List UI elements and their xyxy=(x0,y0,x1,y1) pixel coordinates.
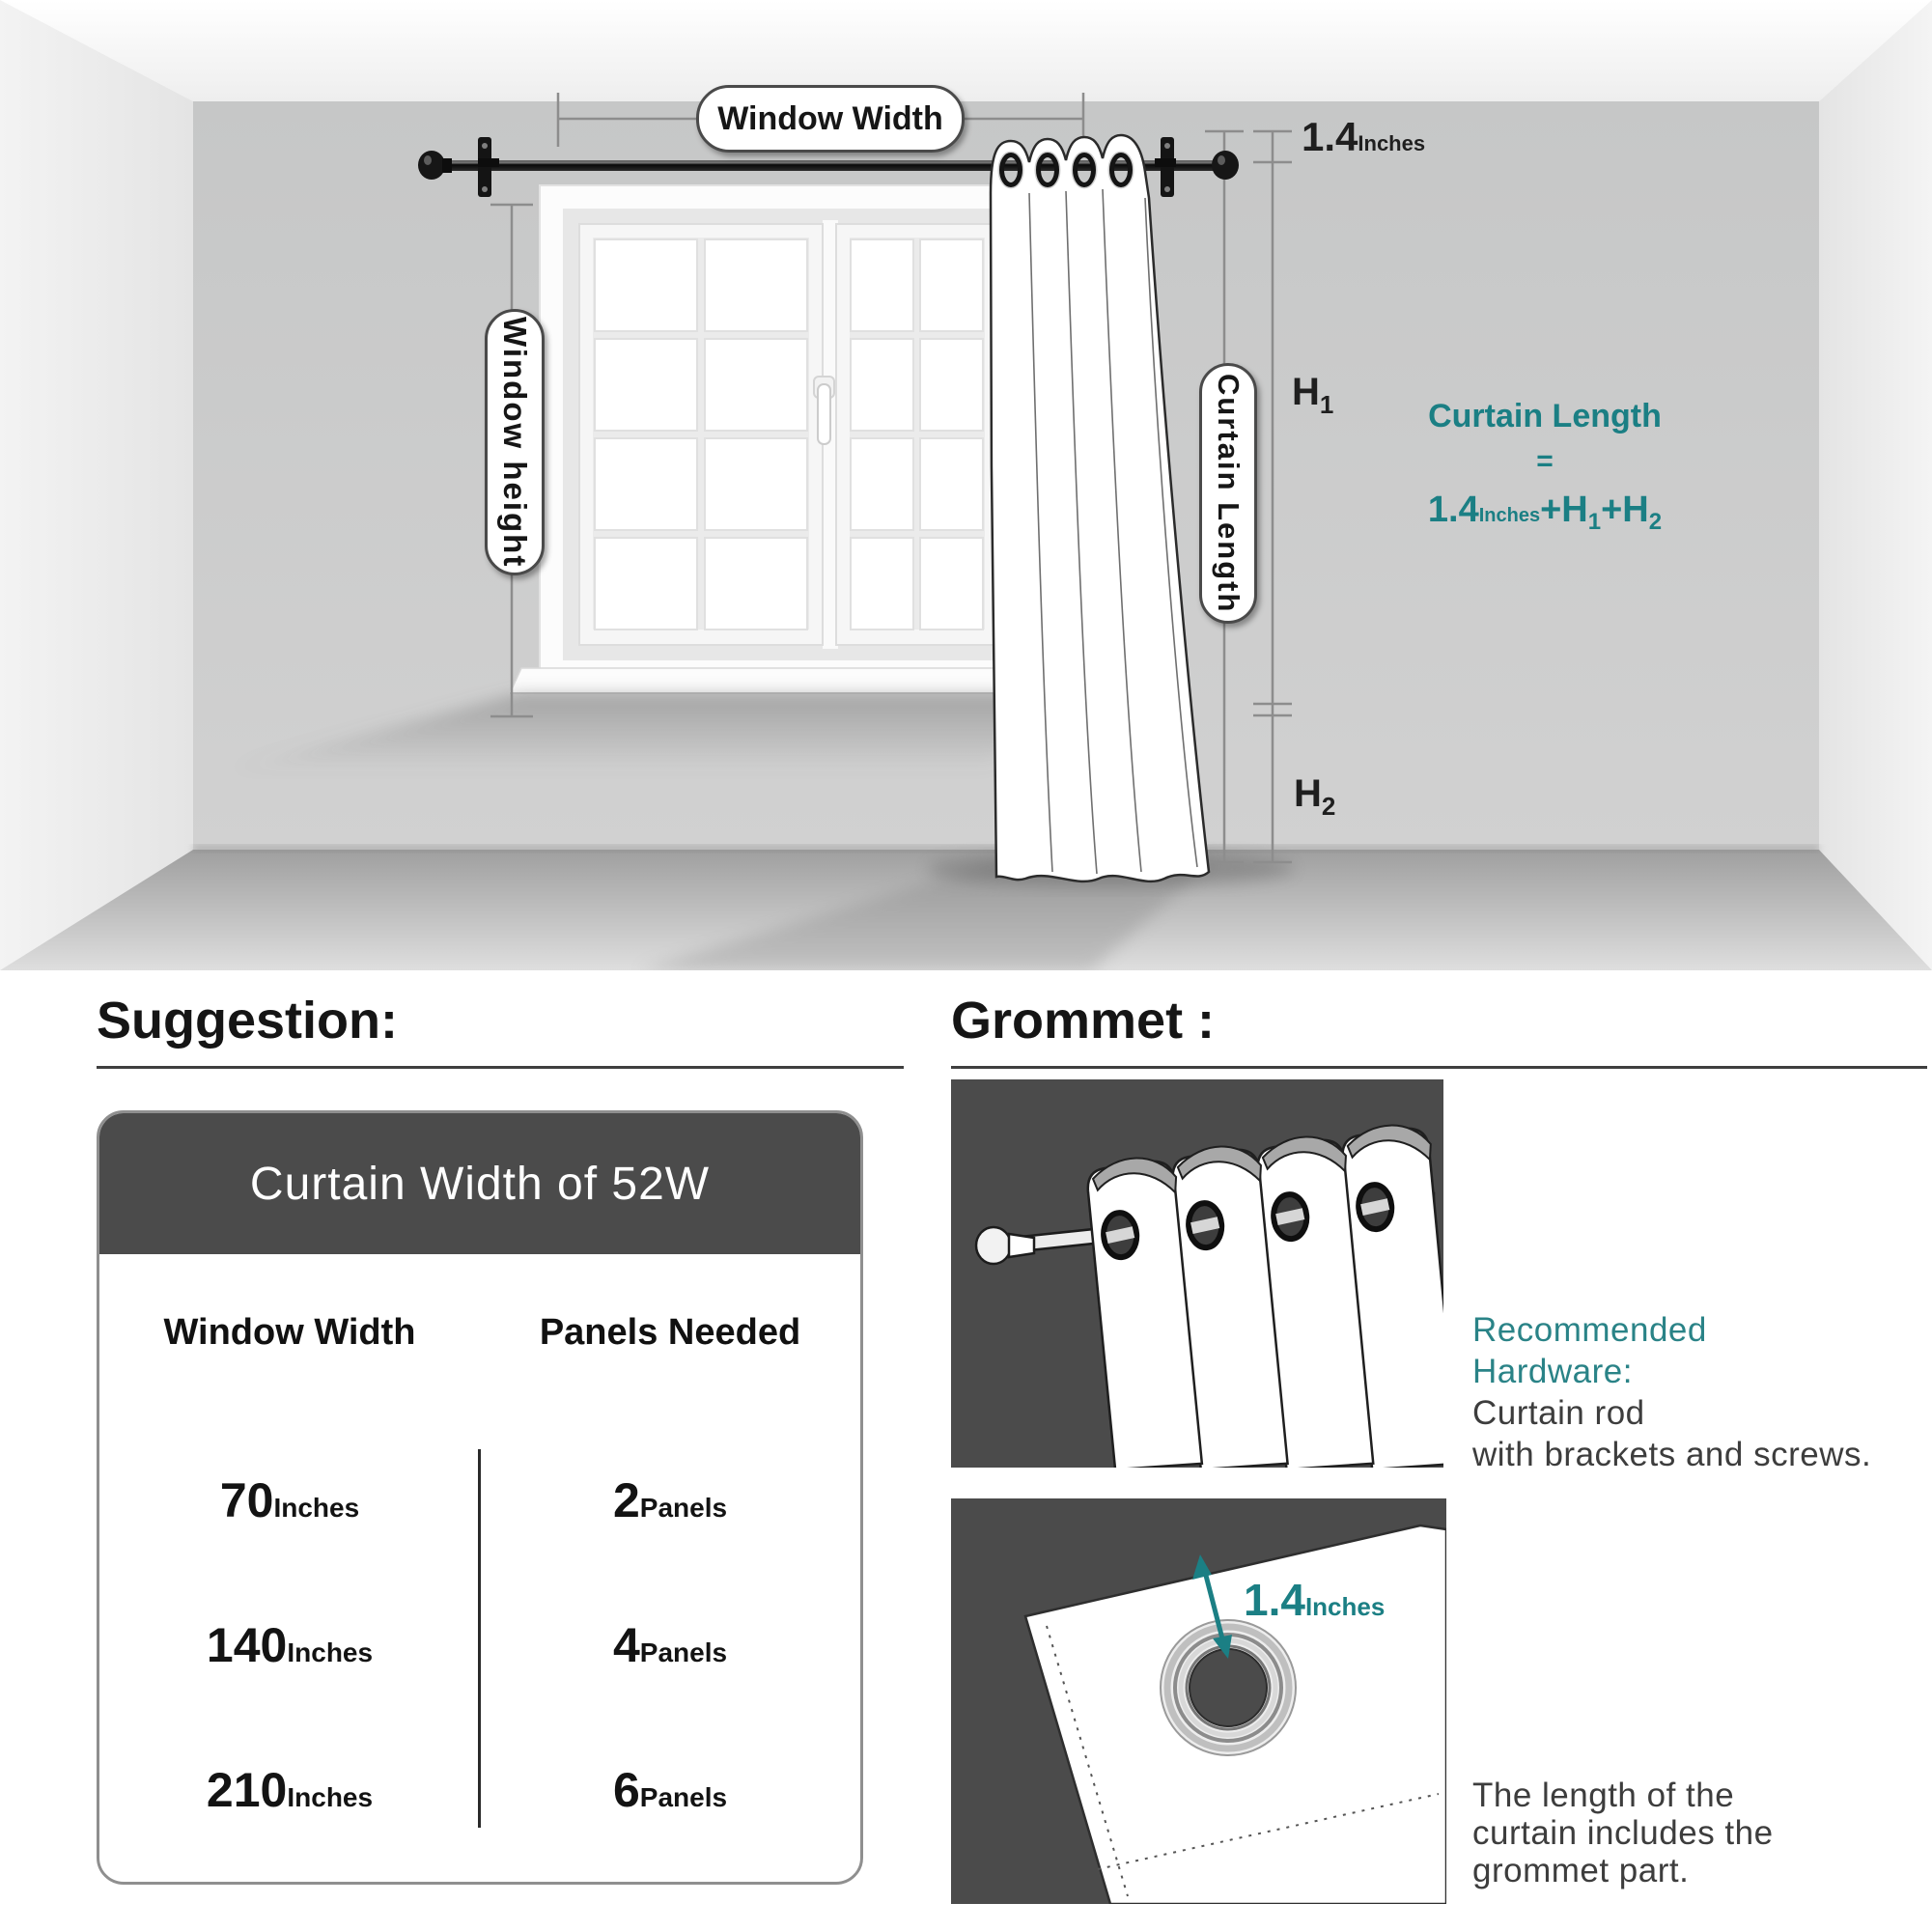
suggestion-heading: Suggestion: xyxy=(97,992,398,1049)
window-handle xyxy=(814,377,834,444)
suggestion-table-title: Curtain Width of 52W xyxy=(249,1158,711,1210)
hardware-note: Recommended Hardware: Curtain rod with brackets and screws. xyxy=(1472,1311,1872,1473)
grommet-rod-illustration xyxy=(951,1079,1443,1468)
formula-title: Curtain Length xyxy=(1428,398,1662,434)
h2-label: $H_2$ xyxy=(1294,772,1336,821)
finial-icon xyxy=(976,1227,1011,1264)
curtain-length-formula xyxy=(1376,398,1714,535)
rod-finial-right xyxy=(1212,151,1239,180)
ceiling xyxy=(0,0,1932,101)
curtain-length-pill xyxy=(1199,363,1257,624)
h1-label: $H_1$ xyxy=(1292,371,1334,419)
table-row: 210Inches 6Panels xyxy=(206,1763,728,1817)
window-height-pill xyxy=(485,309,545,575)
grommet-rule xyxy=(951,1066,1927,1069)
formula-equals: = xyxy=(1536,445,1554,477)
window-width-label: Window Width xyxy=(717,99,943,137)
rod-offset-label: 1.4Inches xyxy=(1302,114,1426,159)
right-wall xyxy=(1819,0,1932,970)
rod-finial-left xyxy=(418,151,445,180)
length-note: The length of the curtain includes the grommet part. xyxy=(1472,1777,1774,1889)
left-wall xyxy=(0,0,193,970)
grommet-heading: Grommet : xyxy=(951,992,1216,1049)
grommet-closeup-illustration xyxy=(951,1498,1446,1904)
suggestion-table xyxy=(97,1110,863,1885)
suggestion-rule xyxy=(97,1066,904,1069)
table-row: 70Inches 2Panels xyxy=(219,1473,728,1527)
curtain-length-label: Curtain Length xyxy=(1212,373,1246,614)
formula-expression: 1.4Inches+H1+H2 xyxy=(1427,490,1663,535)
window-width-pill xyxy=(696,85,965,153)
window-sill xyxy=(510,668,1058,693)
suggestion-table-title-bar xyxy=(99,1113,860,1254)
grommet-size-label: 1.4Inches xyxy=(1244,1575,1386,1625)
table-row: 140Inches 4Panels xyxy=(206,1618,728,1672)
col-panels-needed: Panels Needed xyxy=(539,1312,801,1353)
window-height-label: Window height xyxy=(497,316,533,569)
suggestion-column-headers xyxy=(99,1312,860,1354)
col-window-width: Window Width xyxy=(163,1312,416,1353)
